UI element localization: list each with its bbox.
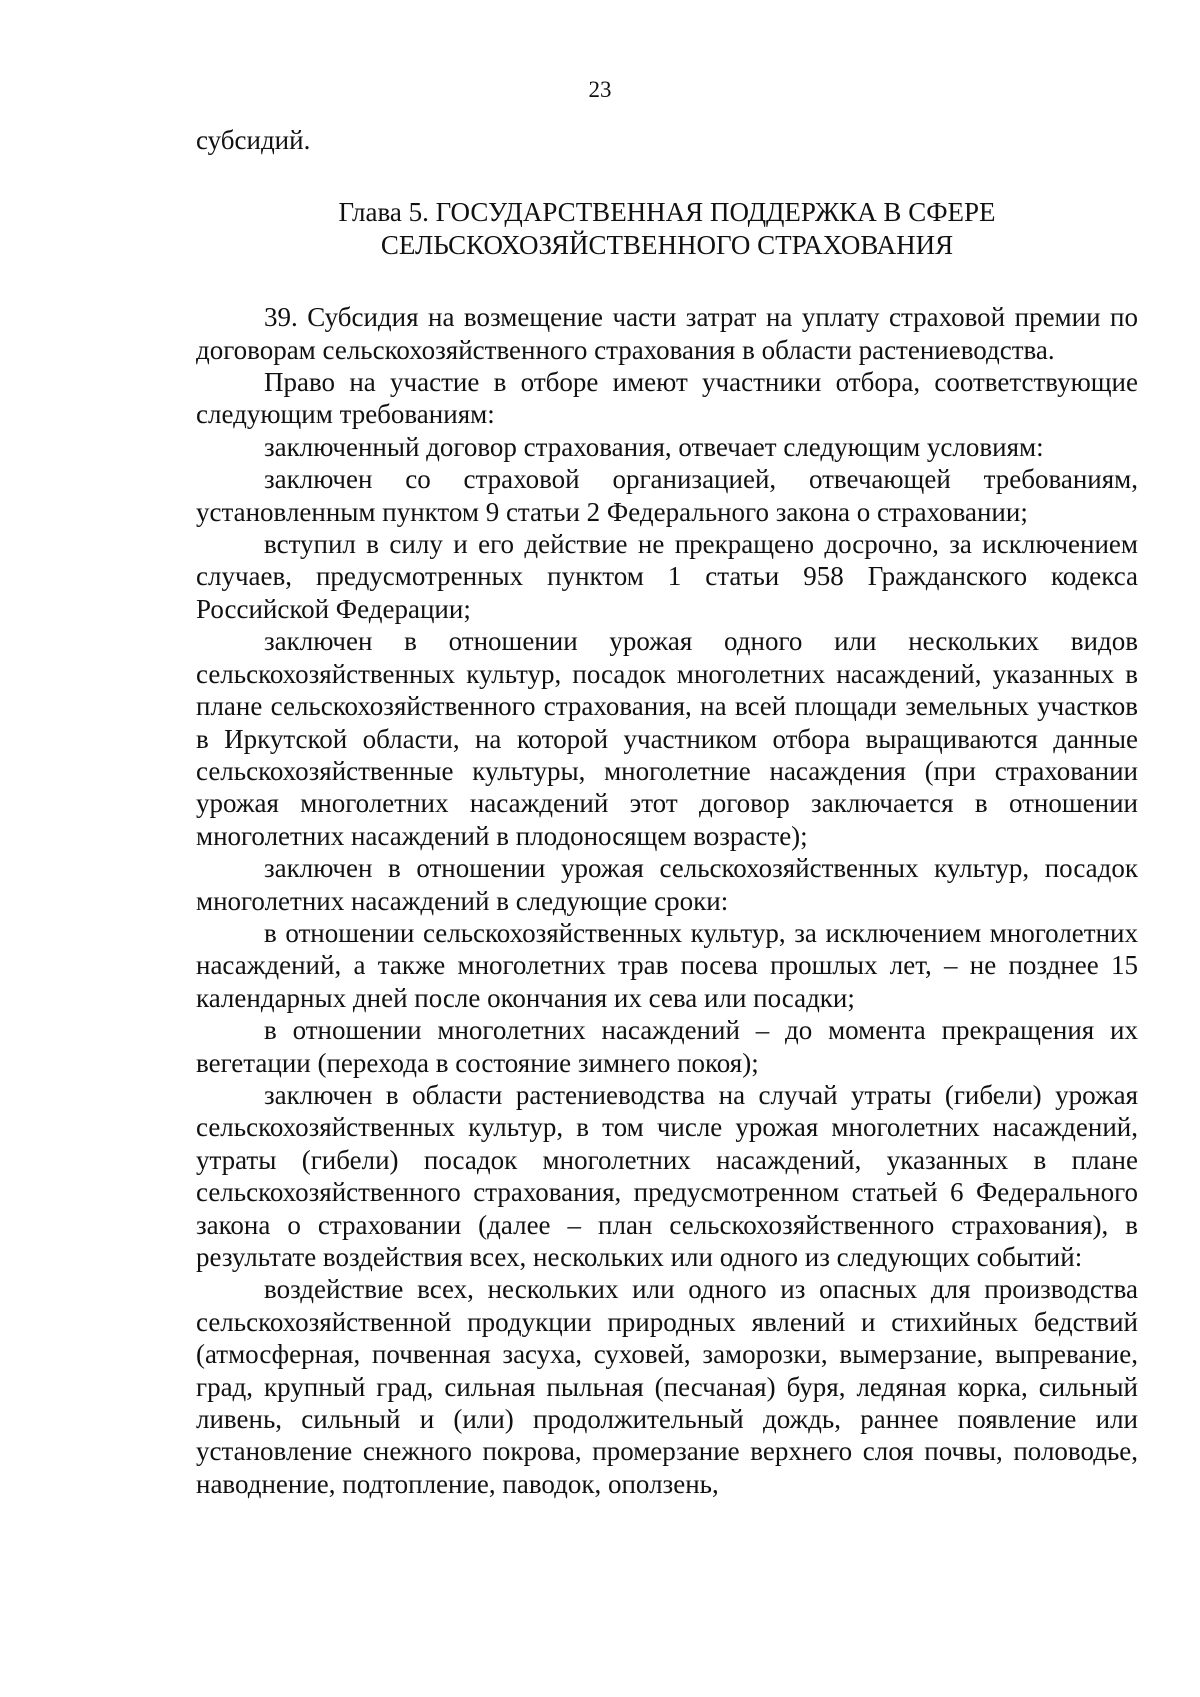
lead-fragment: субсидий. <box>196 125 311 155</box>
paragraph-insurer-requirement: заключен со страховой организацией, отвечающей требованиям, установленным пунктом 9 статьи 2 Федерального закона о страховании; <box>196 464 1138 527</box>
paragraph-natural-hazards: воздействие всех, нескольких или одного из опасных для производства сельскохозяйственной продукции природных явлений и стихийных бедствий (атмосферная, почвенная засуха, суховей, заморозки, вымерзание, выпревание, град, крупный град, сильная пыльная (песчаная) буря, ледяная корка, сильный ливень, сильный и (или) продолжительный дождь, раннее появление или установление снежного покрова, промерзание верхнего слоя почвы, половодье, наводнение, подтопление, паводок, оползень, <box>196 1274 1138 1499</box>
chapter-title-line-1: Глава 5. ГОСУДАРСТВЕННАЯ ПОДДЕРЖКА В СФЕРЕ <box>338 197 996 228</box>
paragraph-deadline-perennials: в отношении многолетних насаждений – до момента прекращения их вегетации (перехода в состояние зимнего покоя); <box>196 1015 1138 1078</box>
chapter-title <box>196 196 1138 261</box>
paragraph-loss-events: заключен в области растениеводства на случай утраты (гибели) урожая сельскохозяйственных культур, в том числе урожая многолетних насаждений, утраты (гибели) посадок многолетних насаждений, указанных в плане сельскохозяйственного страхования, предусмотренном статьей 6 Федерального закона о страховании (далее – план сельскохозяйственного страхования), в результате воздействия всех, нескольких или одного из следующих событий: <box>196 1079 1138 1272</box>
paragraph-eligibility: Право на участие в отборе имеют участники отбора, соответствующие следующим требованиям: <box>196 367 1138 430</box>
paragraph-deadlines: заключен в отношении урожая сельскохозяйственных культур, посадок многолетних насаждений в следующие сроки: <box>196 853 1138 916</box>
document-body <box>196 124 1138 1500</box>
chapter-title-line-2: СЕЛЬСКОХОЗЯЙСТВЕННОГО СТРАХОВАНИЯ <box>380 229 954 260</box>
paragraph-deadline-crops: в отношении сельскохозяйственных культур, за исключением многолетних насаждений, а также многолетних трав посева прошлых лет, – не позднее 15 календарных дней после окончания их сева или посадки; <box>196 917 1138 1013</box>
paragraph-contract-in-force: вступил в силу и его действие не прекращено досрочно, за исключением случаев, предусмотренных пунктом 1 статьи 958 Гражданского кодекса Российской Федерации; <box>196 529 1138 624</box>
paragraph-contract-conditions: заключенный договор страхования, отвечает следующим условиям: <box>264 431 1044 462</box>
page-number: 23 <box>588 77 612 102</box>
paragraph-subsidy-39: 39. Субсидия на возмещение части затрат на уплату страховой премии по договорам сельскохозяйственного страхования в области растениеводства. <box>196 302 1138 365</box>
paragraph-crop-coverage: заключен в отношении урожая одного или нескольких видов сельскохозяйственных культур, посадок многолетних насаждений, указанных в плане сельскохозяйственного страхования, на всей площади земельных участков в Иркутской области, на которой участником отбора выращиваются данные сельскохозяйственные культуры, многолетние насаждения (при страховании урожая многолетних насаждений этот договор заключается в отношении многолетних насаждений в плодоносящем возрасте); <box>196 626 1138 851</box>
